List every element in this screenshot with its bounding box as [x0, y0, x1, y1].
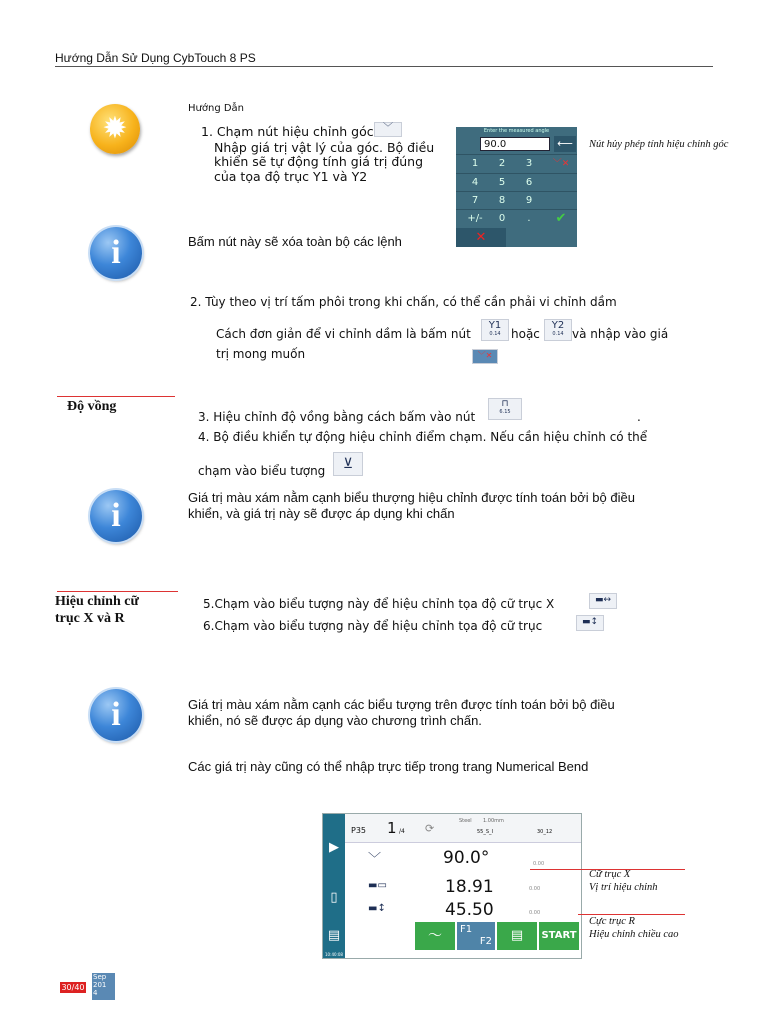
- keypad-note: Nút hủy phép tính hiệu chỉnh góc: [589, 139, 729, 150]
- die-label: 30_12: [537, 829, 553, 835]
- crowning-divider: [57, 396, 175, 397]
- key-4[interactable]: 4: [471, 177, 479, 188]
- x-axis-icon: ▬↔: [589, 593, 617, 609]
- screen-x-corr: 0.00: [529, 886, 541, 892]
- touch-point-icon: ⊻: [333, 452, 363, 476]
- step2-line2c: và nhập vào giá: [572, 327, 669, 341]
- key-1[interactable]: 1: [471, 158, 479, 169]
- key-2[interactable]: 2: [498, 158, 506, 169]
- info2-line1: Giá trị màu xám nằm cạnh biểu thượng hiệu chỉnh được tính toán bởi bộ điều: [188, 490, 635, 505]
- list-icon[interactable]: ▤: [327, 928, 341, 943]
- info-icon: i: [90, 227, 142, 279]
- step1-line1: 1. Chạm nút hiệu chỉnh góc: [201, 124, 374, 139]
- key-0[interactable]: 0: [498, 213, 506, 224]
- key-6[interactable]: 6: [525, 177, 533, 188]
- f1-f2-button[interactable]: [457, 922, 495, 950]
- crowning-value: 6.15: [499, 409, 511, 415]
- key-plus-minus[interactable]: +/-: [467, 213, 483, 224]
- info3-line2: khiển, nó sẽ được áp dụng vào chương trình chấn.: [188, 713, 482, 728]
- angle-keypad: [456, 127, 577, 247]
- r-annotation: [589, 915, 679, 941]
- axes-heading-line2: trục X và R: [55, 611, 125, 626]
- step2-line2a: Cách đơn giản để vi chỉnh dầm là bấm nút: [216, 327, 471, 341]
- step3-line1: 3. Hiệu chỉnh độ vồng bằng cách bấm vào nút: [198, 410, 476, 424]
- axes-heading-line1: Hiệu chỉnh cữ: [55, 594, 139, 609]
- y2-button: [544, 319, 572, 341]
- step2-line2b: hoặc: [511, 327, 540, 341]
- start-button[interactable]: START: [539, 922, 579, 950]
- step1-line3: khiển sẽ tự động tính giá trị đúng: [214, 154, 424, 169]
- step1-line4: của tọa độ trục Y1 và Y2: [214, 169, 368, 184]
- y2-sub: 0.14: [552, 331, 564, 337]
- y1-button: [481, 319, 509, 341]
- bend-graphic-button[interactable]: 〜: [415, 922, 455, 950]
- x-annotation-line1: Cữ trục X: [589, 869, 631, 880]
- punch-label: 55_S_I: [477, 829, 494, 835]
- step-number: 1: [387, 819, 397, 837]
- f1-label: F1: [460, 924, 473, 935]
- r-axis-icon: ▬↕: [576, 615, 604, 631]
- list-view-button[interactable]: ▤: [497, 922, 537, 950]
- screen-sidebar: [323, 814, 345, 958]
- confirm-check-icon[interactable]: ✔: [555, 211, 567, 226]
- info3-line3: Các giá trị này cũng có thể nhập trực tiếp trong trang Numerical Bend: [188, 759, 589, 774]
- crowning-button: [488, 398, 522, 420]
- step4-line2: chạm vào biểu tượng: [198, 464, 326, 478]
- info-icon-3: i: [90, 689, 142, 741]
- play-icon[interactable]: ▶: [329, 840, 339, 855]
- screen-angle-corr: 0.00: [533, 861, 545, 867]
- screen-angle-icon[interactable]: ﹀: [368, 852, 382, 867]
- info2-line2: khiển, và giá trị này sẽ được áp dụng khi chấn: [188, 506, 455, 521]
- y2-label: Y2: [551, 320, 565, 331]
- key-dot[interactable]: .: [527, 213, 531, 224]
- key-3[interactable]: 3: [525, 158, 533, 169]
- machine-screen: [322, 813, 582, 959]
- y1-sub: 0.14: [489, 331, 501, 337]
- screen-angle-value[interactable]: 90.0°: [443, 848, 490, 868]
- step1-line2: Nhập giá trị vật lý của góc. Bộ điều: [214, 140, 435, 155]
- keypad-row-4: [456, 209, 577, 228]
- screen-time: 10:40:08: [325, 952, 343, 957]
- info2-text: [188, 490, 635, 522]
- document-header: Hướng Dẫn Sử Dụng CybTouch 8 PS: [55, 51, 256, 65]
- keypad-row-1: [456, 154, 577, 173]
- screen-r-corr: 0.00: [529, 910, 541, 916]
- axes-heading: [55, 593, 139, 627]
- angle-reset-icon[interactable]: ﹀✕: [552, 159, 570, 169]
- key-5[interactable]: 5: [498, 177, 506, 188]
- info3-line1: Giá trị màu xám nằm cạnh các biểu tượng trên được tính toán bởi bộ điều: [188, 697, 615, 712]
- key-7[interactable]: 7: [471, 195, 479, 206]
- axes-divider: [57, 591, 178, 592]
- step2-line3: trị mong muốn: [216, 347, 306, 361]
- y1-label: Y1: [488, 320, 502, 331]
- screen-r-value[interactable]: 45.50: [445, 900, 494, 920]
- screen-x-icon[interactable]: ▬▭: [368, 880, 387, 891]
- f2-label: F2: [479, 936, 492, 947]
- keypad-title: Enter the measured angle: [483, 128, 550, 134]
- keypad-row-2: [456, 173, 577, 192]
- crowning-heading: Độ vồng: [67, 399, 117, 414]
- step4-line: 4. Bộ điều khiển tự động hiệu chỉnh điểm chạm. Nếu cần hiệu chỉnh có thể: [198, 430, 648, 444]
- key-9[interactable]: 9: [525, 195, 533, 206]
- thickness-label: 1.00mm: [483, 818, 504, 824]
- frame-icon[interactable]: ▯: [330, 890, 338, 905]
- step2-line1: 2. Tùy theo vị trí tấm phôi trong khi chấn, có thể cần phải vi chỉnh dầm: [190, 295, 617, 309]
- info3-text: [188, 697, 615, 729]
- r-annotation-line2: Hiệu chỉnh chiều cao: [589, 929, 679, 940]
- keypad-row-3: [456, 191, 577, 210]
- screen-topbar: [345, 814, 581, 843]
- screen-x-value[interactable]: 18.91: [445, 877, 494, 897]
- beam-reset-icon: ﹀✕: [472, 349, 498, 364]
- step-total: /4: [399, 828, 405, 835]
- cancel-x-icon[interactable]: ✕: [456, 228, 506, 247]
- step5-line: 5.Chạm vào biểu tượng này để hiệu chỉnh tọa độ cữ trục X: [203, 597, 555, 611]
- crowning-icon: ⊓: [501, 399, 509, 409]
- keypad-input[interactable]: 90.0: [480, 137, 550, 151]
- screen-r-icon[interactable]: ▬↕: [368, 903, 386, 914]
- info1-text: Bấm nút này sẽ xóa toàn bộ các lệnh: [188, 234, 402, 249]
- x-annotation-line2: Vị trí hiệu chỉnh: [589, 882, 658, 893]
- page-number: 30/40: [61, 983, 85, 992]
- step3-line1-end: .: [637, 410, 641, 424]
- refresh-icon[interactable]: ⟳: [425, 822, 435, 835]
- info-icon-2: i: [90, 490, 142, 542]
- program-label: P35: [351, 826, 367, 835]
- angle-correction-icon: ﹀: [374, 122, 402, 137]
- intro-label: Hướng Dẫn: [188, 103, 245, 114]
- x-annotation: [589, 868, 658, 894]
- backspace-key[interactable]: ⟵: [554, 136, 576, 152]
- header-divider: [55, 66, 713, 67]
- gear-icon: ✹: [90, 104, 140, 154]
- key-8[interactable]: 8: [498, 195, 506, 206]
- r-annotation-line1: Cực trục R: [589, 916, 635, 927]
- step6-line: 6.Chạm vào biểu tượng này để hiệu chỉnh tọa độ cữ trục: [203, 619, 543, 633]
- material-label: Steel: [459, 818, 472, 824]
- date-badge: Sep 201 4: [92, 973, 115, 1000]
